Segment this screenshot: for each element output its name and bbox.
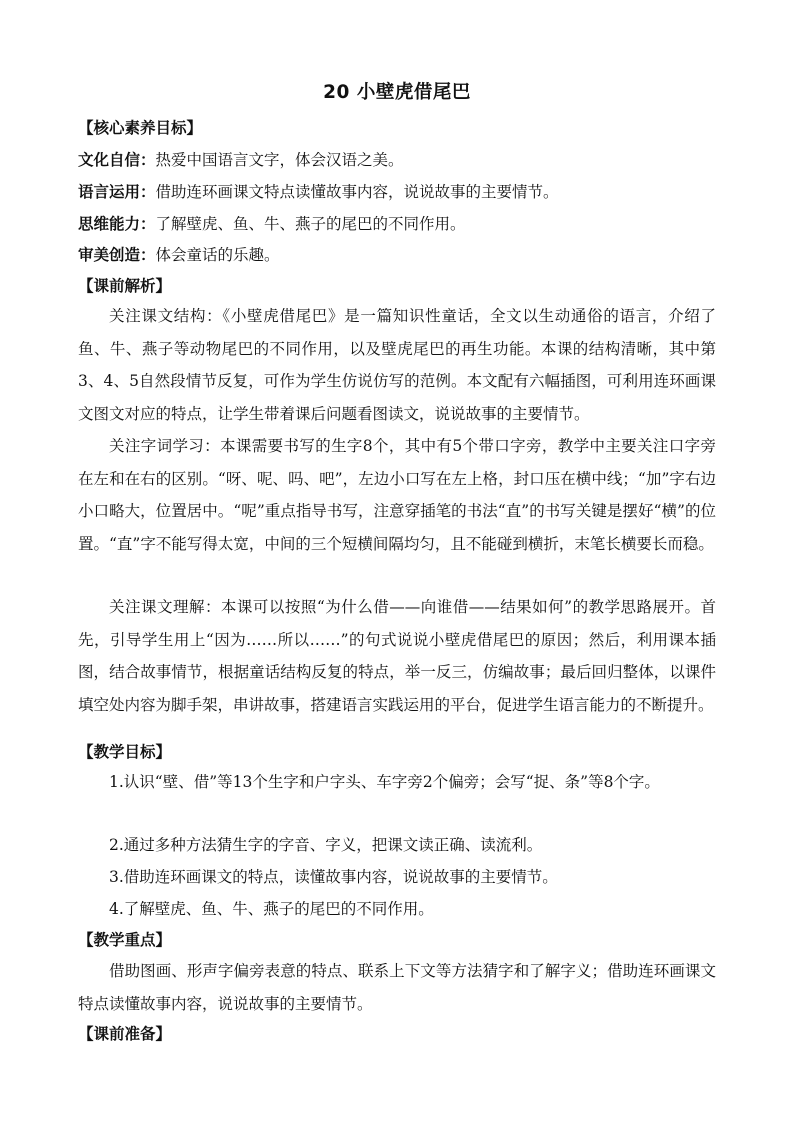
section-heading-teaching-goals: 【教学目标】	[78, 743, 172, 761]
core-goal-text: 借助连环画课文特点读懂故事内容，说说故事的主要情节。	[155, 183, 559, 201]
core-goal-label: 语言运用：	[78, 183, 156, 201]
core-goal-item	[78, 150, 404, 170]
analysis-paragraph: 关注课文结构：《小壁虎借尾巴》是一篇知识性童话，全文以生动通俗的语言，介绍了鱼、牛、燕子等动物尾巴的不同作用，以及壁虎尾巴的再生功能。本课的结构清晰，其中第3、4、5自然段情节反复，可作为学生仿说仿写的范例。本文配有六幅插图，可利用连环画课文图文对应的特点，让学生带着课后问题看图读文，说说故事的主要情节。	[78, 307, 716, 423]
section-heading-preparation: 【课前准备】	[78, 1025, 172, 1043]
section-heading-analysis: 【课前解析】	[78, 277, 172, 295]
teaching-goal-item: 2.通过多种方法猜生字的字音、字义，把课文读正确、读流利。	[109, 836, 543, 854]
core-goal-item	[78, 245, 280, 265]
teaching-goal-item: 3.借助连环画课文的特点，读懂故事内容，说说故事的主要情节。	[109, 868, 558, 886]
teaching-goal-item: 4.了解壁虎、鱼、牛、燕子的尾巴的不同作用。	[109, 900, 434, 918]
section-heading-key-points: 【教学重点】	[78, 931, 172, 949]
section-heading-core-goals: 【核心素养目标】	[78, 119, 203, 137]
core-goal-text: 了解壁虎、鱼、牛、燕子的尾巴的不同作用。	[155, 215, 466, 233]
core-goal-item	[78, 182, 559, 202]
analysis-paragraph: 关注字词学习：本课需要书写的生字8个，其中有5个带口字旁，教学中主要关注口字旁在左和在右的区别。“呀、呢、吗、吧”，左边小口写在左上格，封口压在横中线；“加”字右边小口略大，位置居中。“呢”重点指导书写，注意穿插笔的书法“直”的书写关键是摆好“横”的位置。“直”字不能写得太宽，中间的三个短横间隔均匀，且不能碰到横折，末笔长横要长而稳。	[78, 437, 716, 553]
core-goal-label: 审美创造：	[78, 246, 156, 264]
core-goal-label: 思维能力：	[78, 215, 156, 233]
core-goal-text: 体会童话的乐趣。	[155, 246, 280, 264]
core-goal-item	[78, 214, 466, 234]
page-title: 20 小壁虎借尾巴	[323, 82, 471, 103]
analysis-paragraph: 关注课文理解：本课可以按照“为什么借——向谁借——结果如何”的教学思路展开。首先，引导学生用上“因为……所以……”的句式说说小壁虎借尾巴的原因；然后，利用课本插图，结合故事情节，根据童话结构反复的特点，举一反三，仿编故事；最后回归整体，以课件填空处内容为脚手架，串讲故事，搭建语言实践运用的平台，促进学生语言能力的不断提升。	[78, 598, 716, 714]
core-goal-text: 热爱中国语言文字，体会汉语之美。	[155, 151, 404, 169]
core-goal-label: 文化自信：	[78, 151, 156, 169]
teaching-goal-item: 1.认识“壁、借”等13个生字和户字头、车字旁2个偏旁；会写“捉、条”等8个字。	[109, 773, 660, 791]
key-points-paragraph: 借助图画、形声字偏旁表意的特点、联系上下文等方法猜字和了解字义；借助连环画课文特点读懂故事内容，说说故事的主要情节。	[78, 962, 716, 1013]
